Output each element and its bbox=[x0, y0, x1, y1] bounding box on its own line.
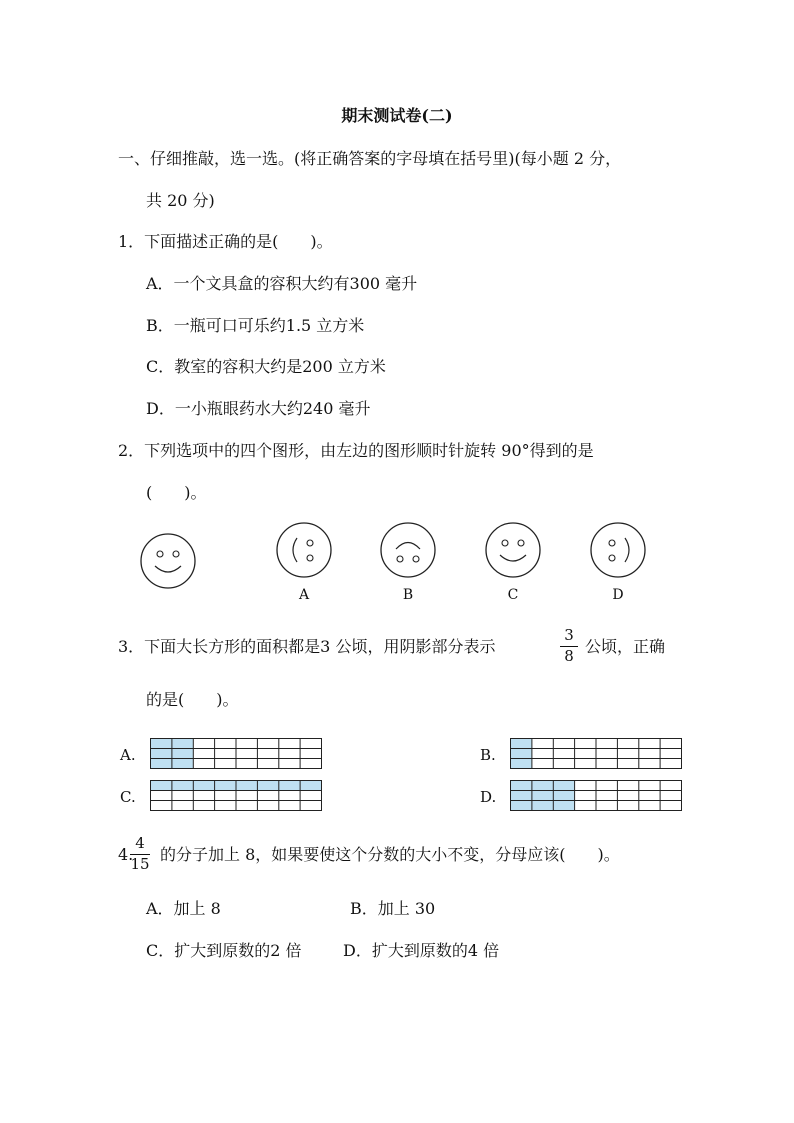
smiley-option-a-figure bbox=[276, 522, 334, 580]
page-title: 期末测试卷(二) bbox=[341, 106, 453, 125]
figure-label-b: B bbox=[402, 587, 414, 603]
question-4-option-c: C．扩大到原数的2 倍 bbox=[146, 941, 302, 960]
grid-option-b bbox=[510, 738, 684, 770]
grid-label-d: D. bbox=[480, 788, 497, 806]
question-4-stem: 的分子加上 8，如果要使这个分数的大小不变，分母应该( )。 bbox=[160, 845, 620, 864]
grid-label-a: A. bbox=[120, 746, 136, 764]
grid-option-d bbox=[510, 780, 684, 812]
question-3-stem: 3．下面大长方形的面积都是3 公顷，用阴影部分表示 bbox=[118, 637, 496, 656]
figure-label-d: D bbox=[612, 587, 624, 603]
fraction-three-eighths bbox=[560, 628, 578, 664]
question-3-stem-cont: 公顷，正确 bbox=[585, 637, 666, 656]
section-heading: 一、仔细推敲，选一选。(将正确答案的字母填在括号里)(每小题 2 分， bbox=[118, 149, 622, 168]
question-1-option-a: A．一个文具盒的容积大约有300 毫升 bbox=[146, 274, 418, 293]
question-1-option-d: D．一小瓶眼药水大约240 毫升 bbox=[146, 399, 371, 418]
figure-label-c: C bbox=[507, 587, 519, 603]
question-4-option-b: B．加上 30 bbox=[350, 899, 436, 918]
question-4-number: 4. bbox=[118, 845, 134, 864]
section-heading-cont: 共 20 分) bbox=[146, 191, 215, 210]
grid-option-a bbox=[150, 738, 324, 770]
question-3-stem-line2: 的是( )。 bbox=[146, 690, 239, 709]
fraction-denominator: 8 bbox=[564, 647, 574, 665]
question-1-option-c: C．教室的容积大约是200 立方米 bbox=[146, 357, 386, 376]
question-4-option-a: A．加上 8 bbox=[146, 899, 221, 918]
grid-option-c bbox=[150, 780, 324, 812]
fraction-numerator: 4 bbox=[135, 834, 145, 852]
question-2-stem: 2．下列选项中的四个图形，由左边的图形顺时针旋转 90°得到的是 bbox=[118, 441, 594, 460]
grid-label-c: C. bbox=[120, 788, 136, 806]
figure-label-a: A bbox=[298, 587, 310, 603]
question-1-option-b: B．一瓶可口可乐约1.5 立方米 bbox=[146, 316, 365, 335]
smiley-option-d-figure bbox=[590, 522, 648, 580]
fraction-numerator: 3 bbox=[564, 626, 574, 644]
question-1-stem: 1．下面描述正确的是( )。 bbox=[118, 232, 333, 251]
smiley-option-c-figure bbox=[485, 522, 543, 580]
question-2-stem-cont: ( )。 bbox=[146, 483, 207, 502]
smiley-option-b-figure bbox=[380, 522, 438, 580]
fraction-denominator: 15 bbox=[130, 855, 150, 873]
smiley-original-figure bbox=[140, 533, 198, 591]
grid-label-b: B. bbox=[480, 746, 496, 764]
question-4-option-d: D．扩大到原数的4 倍 bbox=[343, 941, 500, 960]
fraction-four-fifteenths bbox=[130, 836, 150, 872]
